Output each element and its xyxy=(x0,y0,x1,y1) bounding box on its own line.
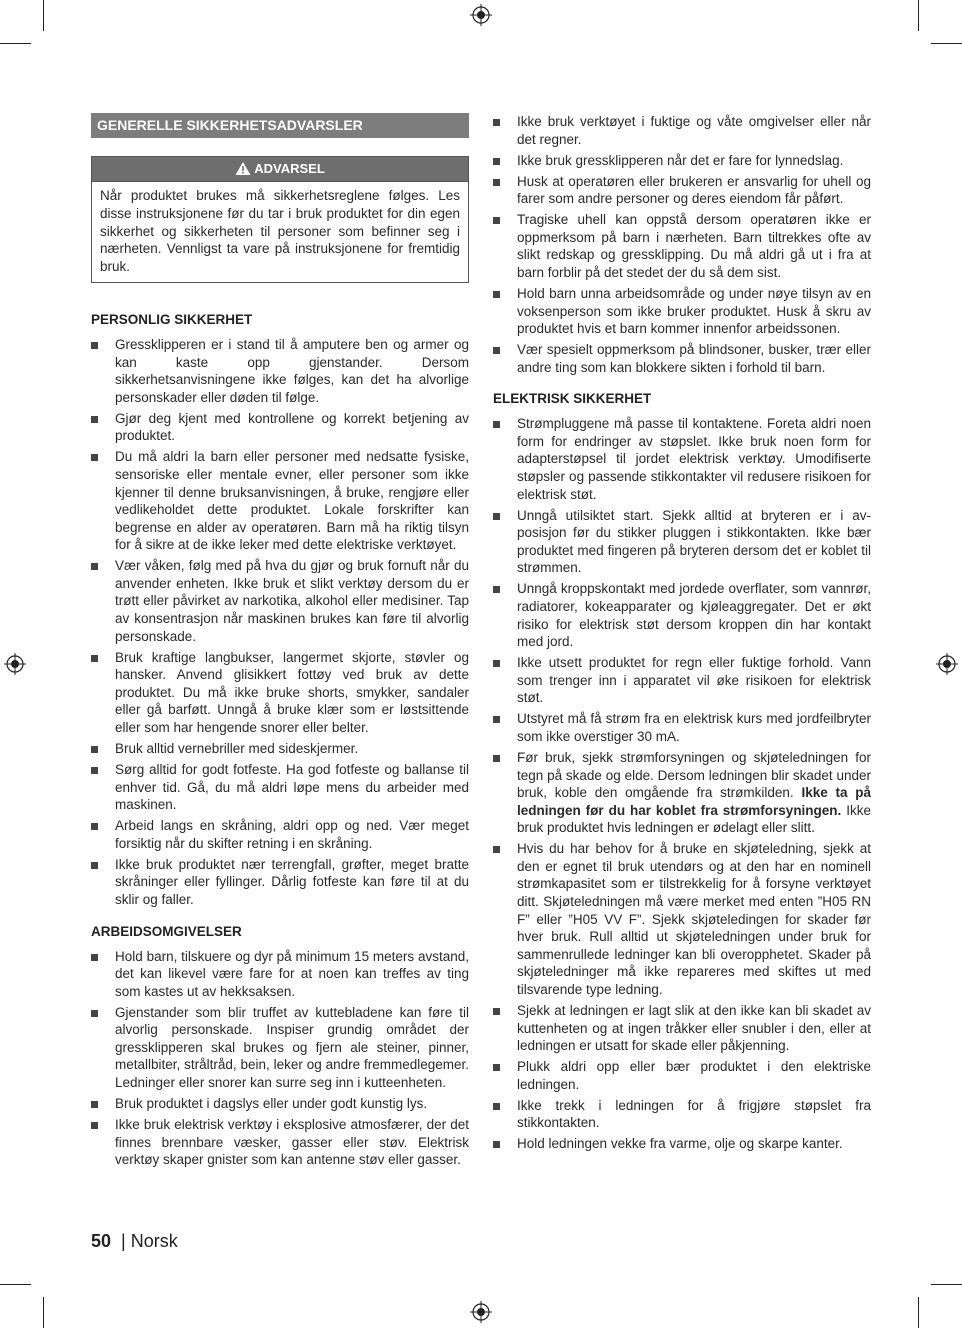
list-item: Du må aldri la barn eller personer med nedsatte fysiske, sensoriske eller mentale evner, eller personer som ikke kjenner til denne bruksanvisningen, å bruke, rengjøre eller vedlikeholdet dette produktet. Lokale forskrifter kan begrense en alder av operatøren. Barn må ha riktig tilsyn for å sikre at de ikke leker med dette elektriske verktøyet. xyxy=(91,448,469,554)
list-item: Arbeid langs en skråning, aldri opp og ned. Vær meget forsiktig når du skifter retning i en skråning. xyxy=(91,817,469,852)
list-item xyxy=(493,749,871,837)
page-footer xyxy=(91,1231,178,1252)
bullet-list xyxy=(91,948,469,1169)
list-item: Ikke bruk elektrisk verktøy i eksplosive atmosfærer, der det finnes brennbare væsker, gasser eller støv. Elektrisk verktøy skaper gnister som kan antenne støv eller gasser. xyxy=(91,1116,469,1169)
subsection-heading: ARBEIDSOMGIVELSER xyxy=(91,923,242,939)
list-item: Hold barn, tilskuere og dyr på minimum 15 meters avstand, det kan likevel være fare for at noen kan treffes av ting som kastes ut av hekksaksen. xyxy=(91,948,469,1001)
item-text: Før bruk, sjekk strømforsyningen og skjøteledningen for tegn på skade og elde. Dersom ledningen blir skadet under bruk, koble den omgående fra strømkilden. xyxy=(517,749,871,801)
warning-label: ADVARSEL xyxy=(254,161,325,176)
page-number: 50 xyxy=(91,1231,112,1251)
subsection-heading: PERSONLIG SIKKERHET xyxy=(91,311,253,327)
crop-mark xyxy=(0,43,31,44)
crop-mark xyxy=(918,1297,919,1328)
warning-box xyxy=(91,156,469,283)
crop-mark xyxy=(931,43,962,44)
warning-header xyxy=(92,157,468,182)
list-item: Unngå utilsiktet start. Sjekk alltid at bryteren er i av-posisjon før du stikker pluggen i stikkontakten. Ikke bær produktet med fingeren på bryteren dersom det er koblet til strømmen. xyxy=(493,507,871,577)
list-item: Bruk produktet i dagslys eller under godt kunstig lys. xyxy=(91,1095,469,1113)
crop-mark xyxy=(0,1284,31,1285)
list-item: Gressklipperen er i stand til å amputere ben og armer og kan kaste opp gjenstander. Dersom sikkerhetsanvisningene ikke følges, kan det ha alvorlige personskader eller døden til følge. xyxy=(91,336,469,406)
left-column xyxy=(91,113,469,1183)
list-item: Hvis du har behov for å bruke en skjøteledning, sjekk at den er egnet til bruk utendørs og at den har en nominell strømkapasitet som er tilstrekkelig for å forsyne verktøyet ditt. Skjøteledningen må være merket med enten ”H05 RN F” eller ”H05 VV F”. Sjekk skjøteledingen for skader før hver bruk. Rull alltid ut skjøteledningen under bruk for sammenrullede ledninger kan bli overopphetet. Skader på skjøteledninger må ikke repareres med skiftes ut med tilsvarende type ledning. xyxy=(493,840,871,998)
bullet-list xyxy=(91,336,469,909)
section-heading: GENERELLE SIKKERHETSADVARSLER xyxy=(91,113,469,138)
bullet-list xyxy=(493,113,871,376)
list-item: Tragiske uhell kan oppstå dersom operatøren ikke er oppmerksom på barn i nærheten. Barn tiltrekkes ofte av slikt redskap og gressklipping. Du må aldri gå ut i fra at barn forblir på det stedet der du så dem sist. xyxy=(493,211,871,281)
list-item: Ikke bruk verktøyet i fuktige og våte omgivelser eller når det regner. xyxy=(493,113,871,148)
list-item: Husk at operatøren eller brukeren er ansvarlig for uhell og farer som andre personer og deres eiendom får påført. xyxy=(493,173,871,208)
list-item: Gjenstander som blir truffet av kuttebladene kan føre til alvorlig personskade. Inspiser grundig området der gressklipperen skal brukes og fjern ale steiner, pinner, metallbiter, stråltråd, bein, leker og andre fremmedlegemer. Ledninger eller snorer kan surre seg inn i kutteenheten. xyxy=(91,1004,469,1092)
list-item: Bruk kraftige langbukser, langermet skjorte, støvler og hansker. Anvend glisikkert fottøy ved bruk av dette produktet. Du må ikke bruke shorts, smykker, sandaler eller gå barføtt. Unngå å bruke klær som er løstsittende eller som har hengende snorer eller belter. xyxy=(91,649,469,737)
bullet-list xyxy=(493,415,871,1153)
list-item: Vær spesielt oppmerksom på blindsoner, busker, trær eller andre ting som kan blokkere sikten i forhold til barn. xyxy=(493,341,871,376)
list-item: Ikke bruk produktet nær terrengfall, grøfter, meget bratte skråninger eller fyllinger. Dårlig fotfeste kan føre til at du sklir og faller. xyxy=(91,856,469,909)
list-item: Sjekk at ledningen er lagt slik at den ikke kan bli skadet av kuttenheten og at ingen tråkker eller snubler i den, eller at ledningen er utsatt for skade eller påkjenning. xyxy=(493,1002,871,1055)
list-item: Strømpluggene må passe til kontaktene. Foreta aldri noen form for endringer av støpslet. Ikke bruk noen form for adapterstøpsel til jordet elektrisk verktøy. Umodifiserte støpsler og passende stikkontakter vil redusere risikoen for elektrisk støt. xyxy=(493,415,871,503)
list-item: Vær våken, følg med på hva du gjør og bruk fornuft når du anvender enheten. Ikke bruk et slikt verktøy dersom du er trøtt eller påvirket av narkotika, alkohol eller medisiner. Tap av konsentrasjon når maskinen brukes kan føre til alvorlig personskade. xyxy=(91,557,469,645)
item-bold-text: Ikke ta på ledningen før du har koblet fra strømforsyningen. xyxy=(517,785,871,818)
crop-mark xyxy=(918,0,919,31)
crop-mark xyxy=(931,1284,962,1285)
item-text: Ikke bruk produktet hvis ledningen er ødelagt eller slitt. xyxy=(517,802,871,836)
crop-mark xyxy=(43,0,44,31)
list-item: Gjør deg kjent med kontrollene og korrekt betjening av produktet. xyxy=(91,410,469,445)
language-label: | Norsk xyxy=(121,1231,178,1251)
list-item: Unngå kroppskontakt med jordede overflater, som vannrør, radiatorer, kokeapparater og kjøleaggregater. Det er økt risiko for elektrisk støt dersom kroppen din har kontakt med jord. xyxy=(493,580,871,650)
list-item: Hold ledningen vekke fra varme, olje og skarpe kanter. xyxy=(493,1135,871,1153)
list-item: Bruk alltid vernebriller med sideskjermer. xyxy=(91,740,469,758)
list-item: Plukk aldri opp eller bær produktet i den elektriske ledningen. xyxy=(493,1058,871,1093)
list-item: Ikke trekk i ledningen for å frigjøre støpslet fra stikkontakten. xyxy=(493,1097,871,1132)
list-item: Hold barn unna arbeidsområde og under nøye tilsyn av en voksenperson som ikke bruker produktet. Husk å skru av produktet hvis et barn kommer innenfor arbeidssonen. xyxy=(493,285,871,338)
subsection-heading: ELEKTRISK SIKKERHET xyxy=(493,391,652,407)
right-column xyxy=(493,113,871,1167)
warning-text: Når produktet brukes må sikkerhetsreglene følges. Les disse instruksjonene før du tar i bruk produktet for din egen sikkerhet og sikkerheten til personer som befinner seg i nærheten. Vennligst ta vare på instruksjonene for fremtidig bruk. xyxy=(100,188,460,275)
list-item: Ikke bruk gressklipperen når det er fare for lynnedslag. xyxy=(493,152,871,170)
list-item: Utstyret må få strøm fra en elektrisk kurs med jordfeilbryter som ikke overstiger 30 mA. xyxy=(493,710,871,745)
warning-triangle-icon xyxy=(235,161,251,176)
list-item: Sørg alltid for godt fotfeste. Ha god fotfeste og ballanse til enhver tid. Gå, du må aldri løpe mens du arbeider med maskinen. xyxy=(91,761,469,814)
crop-mark xyxy=(43,1297,44,1328)
registration-mark-icon xyxy=(936,653,958,675)
registration-mark-icon xyxy=(470,1301,492,1323)
list-item: Ikke utsett produktet for regn eller fuktige forhold. Vann som trenger inn i apparatet vil øke risikoen for elektrisk støt. xyxy=(493,654,871,707)
registration-mark-icon xyxy=(4,653,26,675)
registration-mark-icon xyxy=(470,4,492,26)
